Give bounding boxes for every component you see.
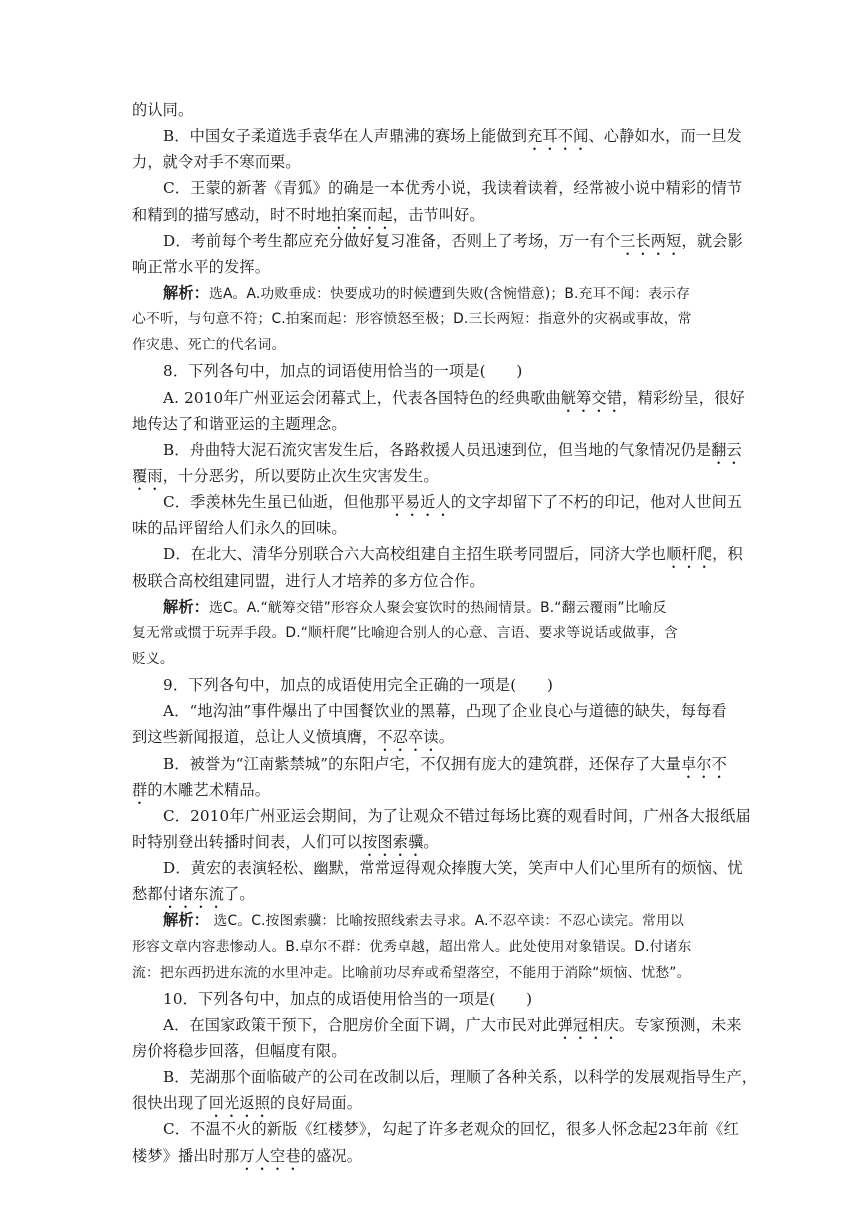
- emphasized-phrase: 翻云: [711, 440, 742, 459]
- text-line: [132, 1038, 732, 1064]
- text-segment: 选A。A.功败垂成：快要成功的时候遭到失败(含惋惜意)；B.充耳不闻：表示存: [209, 285, 691, 302]
- text-segment: 8．下列各句中，加点的词语使用恰当的一项是( ): [163, 362, 523, 381]
- analysis-line: [132, 594, 732, 620]
- analysis-line: [132, 907, 732, 933]
- text-line: [132, 881, 732, 907]
- analysis-label: 解析：: [163, 911, 210, 930]
- text-segment: 选C。C.按图索骥：比喻按照线索去寻求。A.不忍卒读：不忍心读完。常用以: [209, 913, 684, 930]
- emphasized-phrase: 按图索骥: [362, 832, 424, 851]
- emphasized-phrase: 三长两短: [620, 231, 682, 250]
- emphasized-phrase: 充耳不闻: [527, 127, 589, 146]
- text-line: [132, 751, 732, 777]
- text-segment: 、心静如水，而一旦发: [588, 127, 742, 146]
- text-line: [132, 803, 751, 829]
- analysis-line: [132, 332, 732, 358]
- text-segment: 的认同。: [132, 101, 194, 119]
- text-segment: 和精到的描写感动，时不时地: [132, 205, 332, 224]
- text-line: [132, 724, 732, 750]
- text-segment: 的木雕艺术精品。: [147, 780, 271, 799]
- text-line: [132, 986, 732, 1012]
- text-segment: C．不温不火的新版《红楼梦》，勾起了许多老观众的回忆，很多人怀念起23年前《红: [163, 1120, 739, 1139]
- text-segment: 极联合高校组建同盟，进行人才培养的多方位合作。: [132, 571, 485, 590]
- text-segment: 9．下列各句中，加点的成语使用完全正确的一项是( ): [163, 676, 554, 695]
- text-segment: 响正常水平的发挥。: [132, 257, 271, 276]
- text-segment: 到这些新闻报道，总让人义愤填膺，: [132, 728, 378, 747]
- text-line: [132, 1090, 732, 1116]
- text-segment: 心不听，与句意不符；C.拍案而起：形容愤怒至极；D.三长两短：指意外的灾祸或事故，常: [132, 311, 692, 328]
- text-segment: 。专家预测，未来: [618, 1015, 742, 1034]
- text-segment: A．在国家政策干预下，合肥房价全面下调，广大市民对此: [163, 1015, 558, 1034]
- text-segment: 流：把东西扔进东流的水里冲走。比喻前功尽弃或希望落空，不能用于消除“烦恼、忧愁”。: [132, 964, 691, 981]
- text-line: [132, 489, 743, 515]
- analysis-line: [132, 646, 732, 672]
- text-segment: 的良好局面。: [270, 1094, 363, 1113]
- emphasized-phrase: 顺杆爬: [666, 545, 713, 564]
- text-segment: C．王蒙的新著《青狐》的确是一本优秀小说，我读着读着，经常被小说中精彩的情节: [163, 179, 743, 198]
- analysis-label: 解析：: [163, 283, 210, 302]
- text-segment: 贬义。: [132, 650, 174, 667]
- emphasized-phrase: 平易近人: [389, 493, 451, 512]
- text-segment: 。: [423, 832, 439, 851]
- analysis-line: [132, 306, 732, 332]
- question-text-body: [132, 97, 758, 1169]
- text-segment: C．2010年广州亚运会期间，为了让观众不错过每场比赛的观看时间，广州各大报纸届: [163, 806, 751, 825]
- text-line: [132, 855, 743, 881]
- text-segment: 房价将稳步回落，但幅度有限。: [132, 1042, 347, 1061]
- text-segment: 楼梦》播出时那: [132, 1146, 240, 1165]
- text-segment: A. 2010年广州亚运会闭幕式上，代表各国特色的经典歌曲: [163, 388, 561, 407]
- text-segment: D．黄宏的表演轻松、幽默，常常逗得观众捧腹大笑，笑声中人们心里所有的烦恼、忧: [163, 859, 743, 878]
- text-line: [132, 175, 743, 201]
- text-segment: 的文字却留下了不朽的印记，他对人世间五: [450, 493, 743, 512]
- text-segment: B．舟曲特大泥石流灾害发生后，各路救援人员迅速到位，但当地的气象情况仍是: [163, 440, 712, 459]
- emphasized-phrase: 不忍卒读: [377, 728, 439, 747]
- text-segment: 很快出现了: [132, 1094, 209, 1113]
- text-segment: C．季羡林先生虽已仙逝，但他那: [163, 493, 390, 512]
- text-segment: 作灾患、死亡的代名词。: [132, 337, 286, 354]
- emphasized-phrase: 群: [132, 780, 148, 799]
- text-segment: D．考前每个考生都应充分做好复习准备，否则上了考场，万一有个: [163, 231, 621, 250]
- text-line: [132, 358, 732, 384]
- analysis-line: [132, 620, 732, 646]
- text-segment: ，精彩纷呈，很好: [622, 388, 745, 407]
- text-segment: D．在北大、清华分别联合六大高校组建自主招生联考同盟后，同济大学也: [163, 545, 667, 564]
- text-segment: 。: [438, 728, 455, 747]
- text-line: [132, 829, 732, 855]
- emphasized-phrase: 回光返照: [208, 1094, 271, 1113]
- emphasized-phrase: 万人空巷: [239, 1146, 301, 1165]
- text-segment: 力，就令对手不寒而栗。: [132, 153, 301, 172]
- text-segment: 形容文章内容悲惨动人。B.卓尔不群：优秀卓越，超出常人。此处使用对象错误。D.付诸东: [132, 938, 692, 955]
- text-line: [132, 437, 742, 463]
- text-line: [132, 123, 742, 149]
- text-segment: A．“地沟油”事件爆出了中国餐饮业的黑幕，凸现了企业良心与道德的缺失，每每看: [163, 702, 727, 721]
- text-line: [132, 385, 745, 411]
- text-line: [132, 515, 732, 541]
- text-line: [132, 202, 732, 228]
- text-line: [132, 568, 732, 594]
- emphasized-phrase: 觥筹交错: [560, 388, 623, 407]
- analysis-line: [132, 280, 732, 306]
- text-segment: 愁都: [132, 885, 163, 904]
- analysis-line: [132, 960, 732, 986]
- text-line: [132, 1143, 732, 1169]
- text-segment: ，积: [712, 545, 743, 564]
- text-segment: ，十分恶劣，所以要防止次生灾害发生。: [162, 466, 439, 485]
- text-segment: 选C。A.“觥筹交错”形容众人聚会宴饮时的热闹情景。B.“翻云覆雨”比喻反: [209, 599, 667, 616]
- text-line: [132, 777, 732, 803]
- text-line: [132, 149, 732, 175]
- text-segment: 时特别登出转播时间表，人们可以: [132, 832, 363, 851]
- text-line: [132, 254, 732, 280]
- text-segment: 地传达了和谐亚运的主题理念。: [132, 414, 347, 433]
- text-segment: 10．下列各句中，加点的成语使用恰当的一项是( ): [163, 989, 533, 1008]
- text-line: [132, 672, 732, 698]
- emphasized-phrase: 付诸东流: [162, 885, 225, 904]
- analysis-line: [132, 934, 732, 960]
- text-segment: B．被誉为“江南紫禁城”的东阳卢宅，不仅拥有庞大的建筑群，还保存了大量: [163, 754, 681, 773]
- text-segment: ，击节叫好。: [392, 205, 485, 224]
- text-segment: 了。: [224, 885, 255, 904]
- text-segment: ，就会影: [681, 231, 743, 250]
- text-segment: 复无常或惯于玩弄手段。D.“顺杆爬”比喻迎合别人的心意、言语、要求等说话或做事，含: [132, 624, 678, 641]
- emphasized-phrase: 弹冠相庆: [557, 1015, 619, 1034]
- text-line: [132, 463, 732, 489]
- text-line: [132, 698, 732, 724]
- text-line: [132, 541, 743, 567]
- analysis-label: 解析：: [163, 597, 210, 616]
- text-line: [132, 1064, 758, 1090]
- text-line: [132, 411, 732, 437]
- text-segment: 的盛况。: [300, 1146, 363, 1165]
- text-segment: B．中国女子柔道选手袁华在人声鼎沸的赛场上能做到: [163, 127, 528, 146]
- text-line: [132, 228, 743, 254]
- emphasized-phrase: 覆雨: [132, 466, 163, 485]
- text-line: [132, 97, 732, 123]
- text-segment: B．芜湖那个面临破产的公司在改制以后，理顺了各种关系，以科学的发展观指导生产，: [163, 1068, 758, 1087]
- emphasized-phrase: 拍案而起: [331, 205, 393, 224]
- text-line: [132, 1116, 739, 1142]
- text-line: [132, 1012, 742, 1038]
- emphasized-phrase: 卓尔不: [680, 754, 727, 773]
- text-segment: 味的品评留给人们永久的回味。: [132, 519, 347, 538]
